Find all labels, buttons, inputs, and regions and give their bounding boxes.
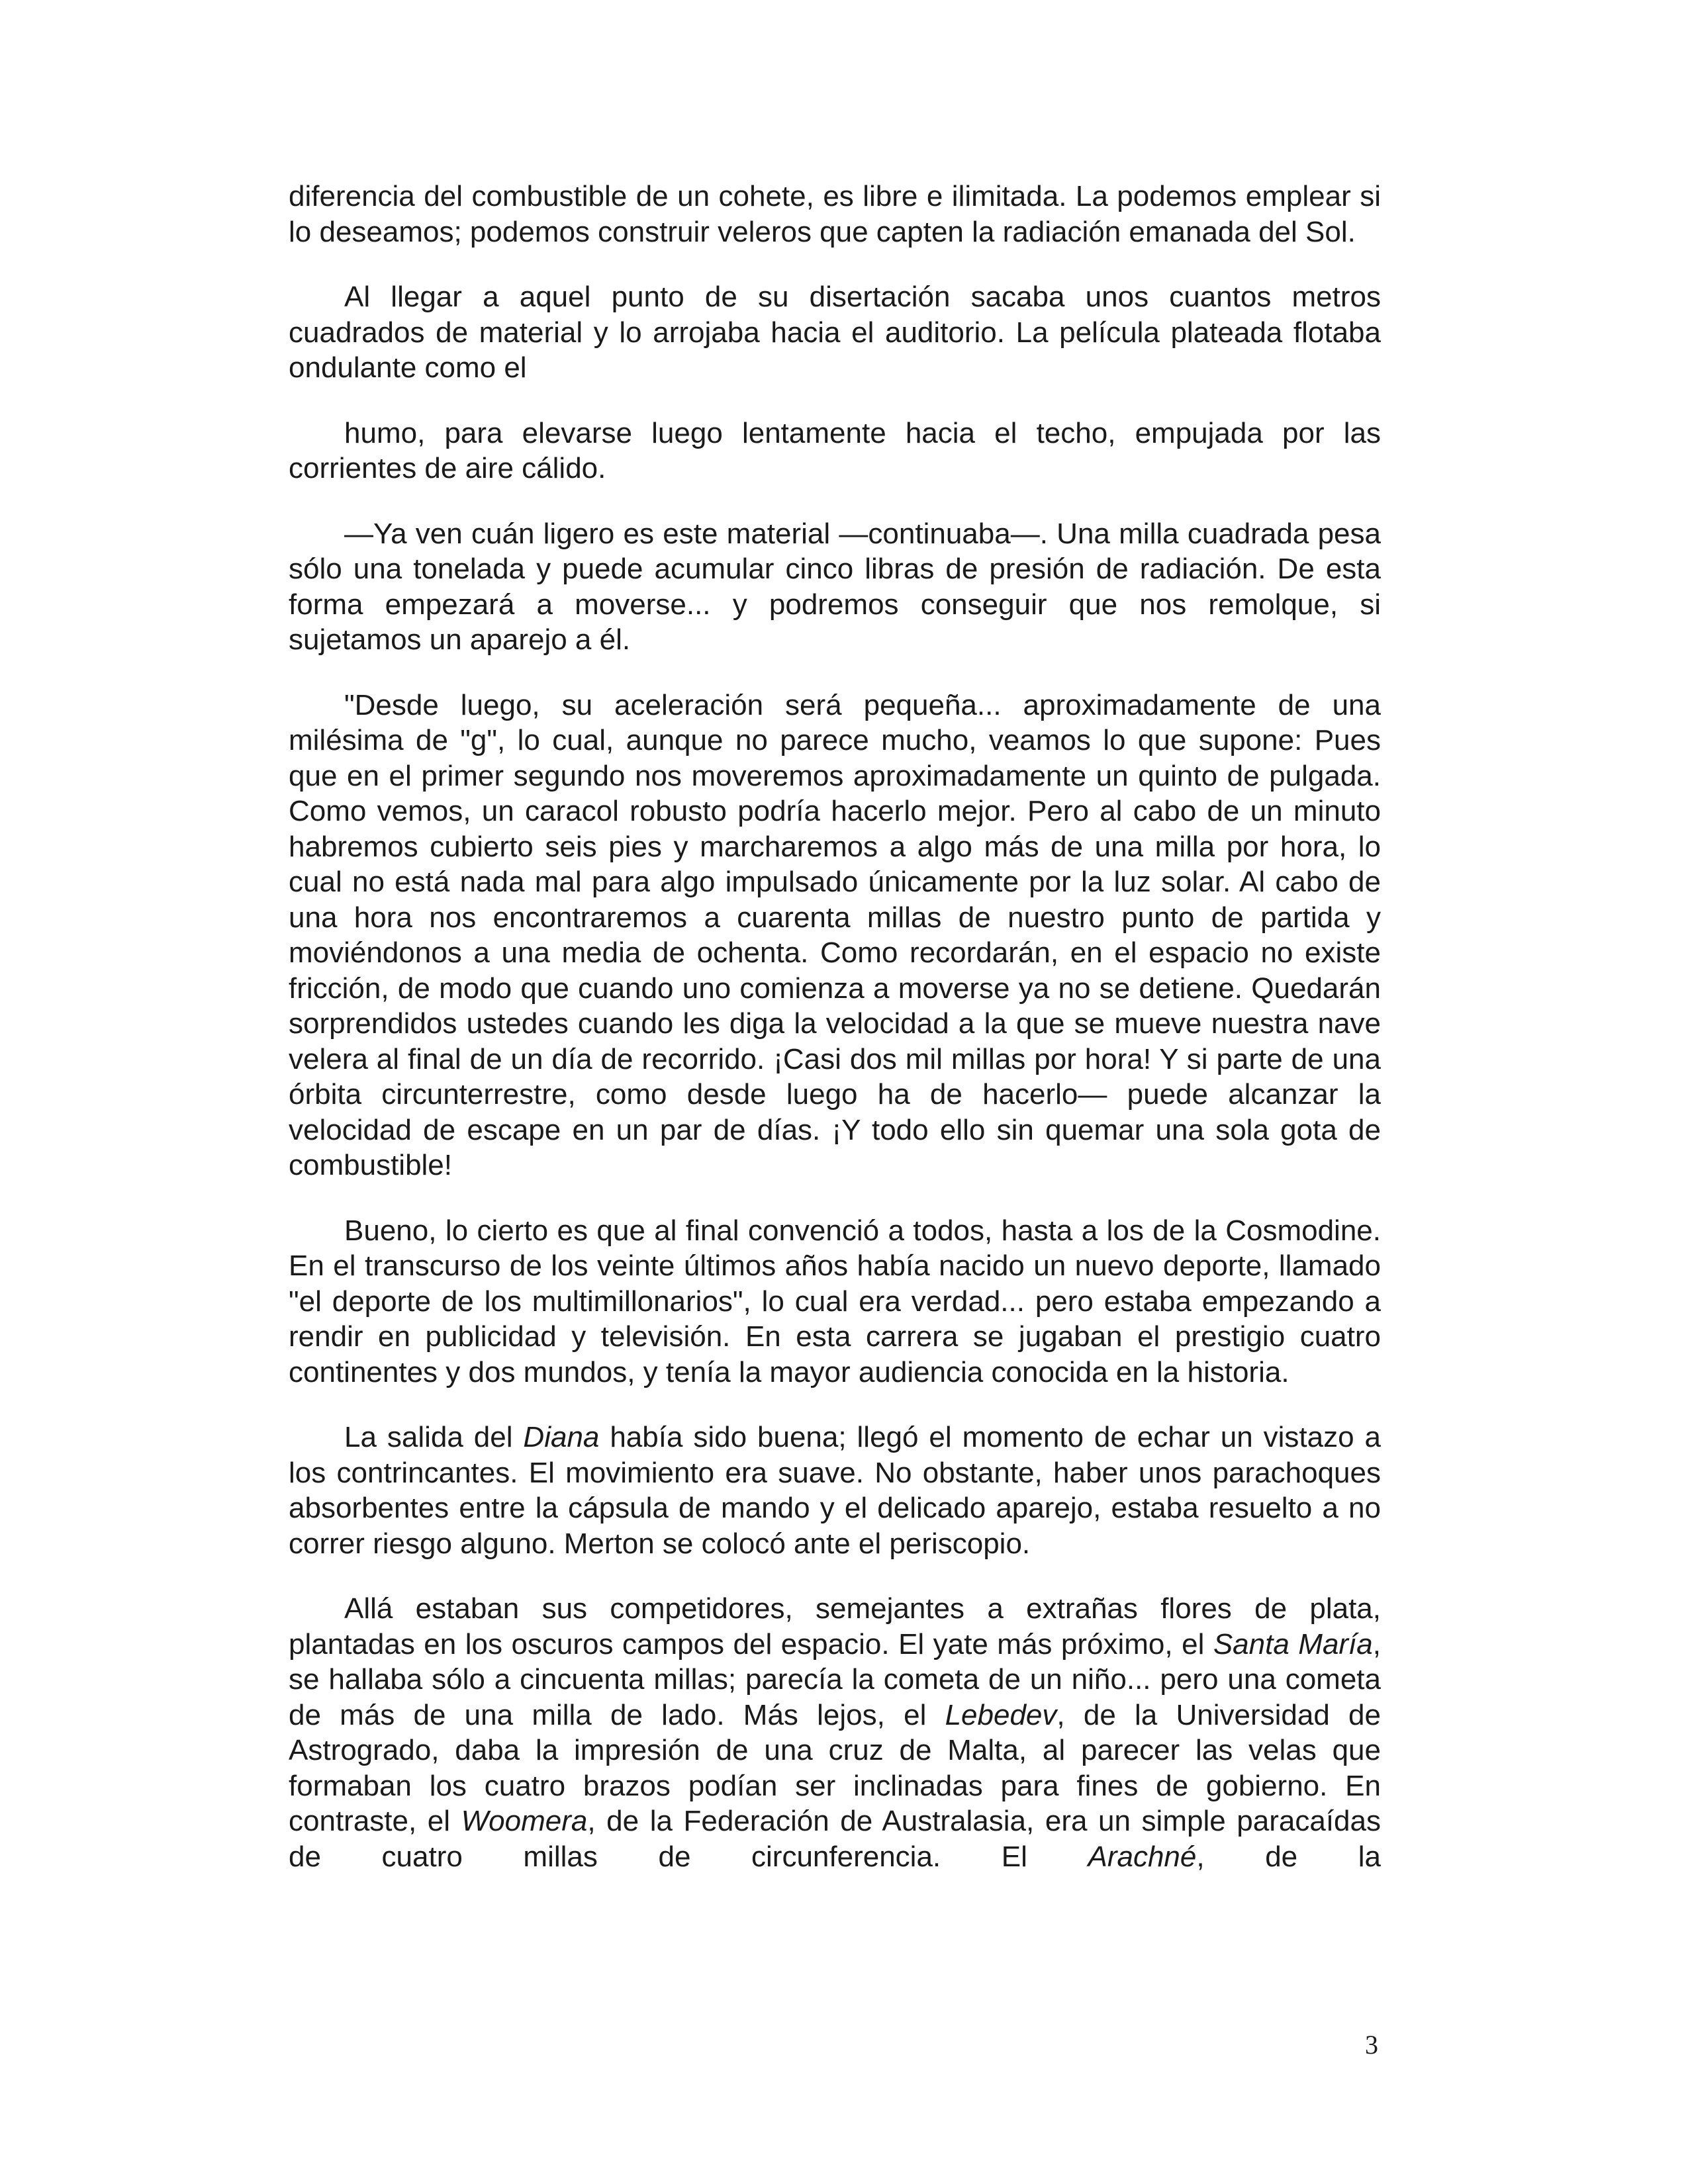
italic-title: Santa María bbox=[1213, 1627, 1373, 1661]
paragraph-3 bbox=[289, 416, 1381, 486]
italic-title: Diana bbox=[523, 1421, 600, 1453]
text-run: , de la Universidad de Astrogrado, daba la impresión de una cruz de Malta, al parecer las velas que formaban los cuatro brazos podían ser inclinadas para fines de gobierno. En contraste, el bbox=[289, 1698, 1381, 1837]
text-run: había sido buena; llegó el momento de echar un vistazo a los contrincantes. El movimiento era suave. No obstante, haber unos parachoques absorbentes entre la cápsula de mando y el delicado aparejo, estaba resuelto a no correr riesgo alguno. Merton se colocó ante el periscopio. bbox=[289, 1421, 1382, 1560]
text-run: , se hallaba sólo a cincuenta millas; parecía la cometa de un niño... pero una cometa de más de una milla de lado. Más lejos, el bbox=[289, 1627, 1381, 1731]
paragraph-6 bbox=[289, 1213, 1381, 1390]
italic-title: Arachné bbox=[1088, 1840, 1197, 1873]
paragraph-8 bbox=[289, 1591, 1381, 1874]
text-run: Bueno, lo cierto es que al final convenció a todos, hasta a los de la Cosmodine. En el transcurso de los veinte últimos años había nacido un nuevo deporte, llamado "el deporte de los multimillonarios", lo cual era verdad... pero estaba empezando a rendir en publicidad y televisión. En esta carrera se jugaban el prestigio cuatro continentes y dos mundos, y tenía la mayor audiencia conocida en la historia. bbox=[289, 1214, 1381, 1388]
italic-title: Woomera bbox=[461, 1805, 588, 1837]
paragraph-1 bbox=[289, 179, 1381, 250]
paragraph-2 bbox=[289, 279, 1381, 386]
italic-title: Lebedev bbox=[945, 1698, 1057, 1731]
text-run: La salida del bbox=[344, 1421, 524, 1453]
text-run: diferencia del combustible de un cohete, es libre e ilimitada. La podemos emplear si lo deseamos; podemos construir veleros que capten la radiación emanada del Sol. bbox=[289, 180, 1381, 248]
paragraph-5 bbox=[289, 688, 1381, 1183]
text-run: , de la bbox=[1196, 1840, 1381, 1873]
text-run: —Ya ven cuán ligero es este material —continuaba—. Una milla cuadrada pesa sólo una tonelada y puede acumular cinco libras de presión de radiación. De esta forma empezará a moverse... y podremos conseguir que nos remolque, si sujetamos un aparejo a él. bbox=[289, 517, 1381, 656]
text-run: humo, para elevarse luego lentamente hacia el techo, empujada por las corrientes de aire cálido. bbox=[289, 416, 1381, 484]
body-text bbox=[289, 179, 1381, 1874]
paragraph-7 bbox=[289, 1420, 1381, 1561]
text-run: Allá estaban sus competidores, semejantes a extrañas flores de plata, plantadas en los oscuros campos del espacio. El yate más próximo, el bbox=[289, 1592, 1381, 1661]
page-number: 3 bbox=[1365, 2030, 1378, 2060]
text-run: "Desde luego, su aceleración será pequeña... aproximadamente de una milésima de "g", lo cual, aunque no parece mucho, veamos lo que supone: Pues que en el primer segundo nos moveremos aproximadamente un quinto de pulgada. Como vemos, un caracol robusto podría hacerlo mejor. Pero al cabo de un minuto habremos cubierto seis pies y marcharemos a algo más de una milla por hora, lo cual no está nada mal para algo impulsado únicamente por la luz solar. Al cabo de una hora nos encontraremos a cuarenta millas de nuestro punto de partida y moviéndonos a una media de ochenta. Como recordarán, en el espacio no existe fricción, de modo que cuando uno comienza a moverse ya no se detiene. Quedarán sorprendidos ustedes cuando les diga la velocidad a la que se mueve nuestra nave velera al final de un día de recorrido. ¡Casi dos mil millas por hora! Y si parte de una órbita circunterrestre, como desde luego ha de hacerlo— puede alcanzar la velocidad de escape en un par de días. ¡Y todo ello sin quemar una sola gota de combustible! bbox=[289, 688, 1381, 1181]
text-run: Al llegar a aquel punto de su disertación sacaba unos cuantos metros cuadrados de material y lo arrojaba hacia el auditorio. La película plateada flotaba ondulante como el bbox=[289, 281, 1381, 384]
text-run: , de la Federación de Australasia, era un simple paracaídas de cuatro millas de circunferencia. El bbox=[289, 1805, 1381, 1873]
paragraph-4 bbox=[289, 516, 1381, 658]
